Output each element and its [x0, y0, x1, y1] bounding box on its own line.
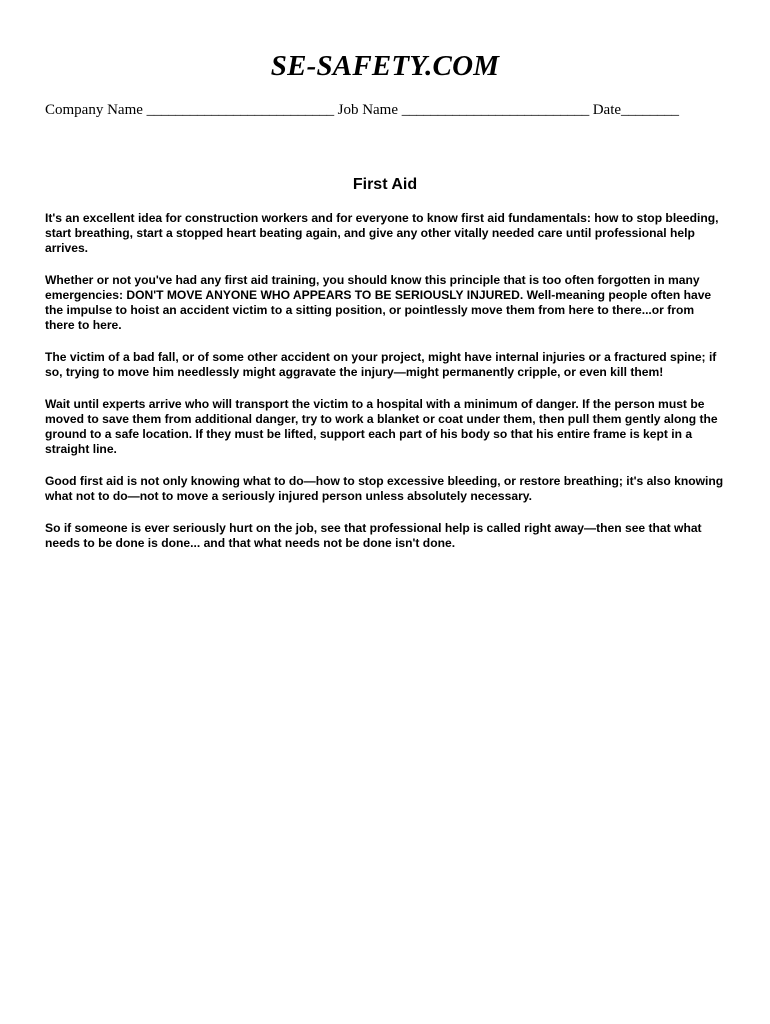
document-body [45, 211, 727, 568]
job-name-label: Job Name [337, 102, 399, 118]
paragraph-intro: It's an excellent idea for construction workers and for everyone to know first aid fundamentals: how to stop bleeding, start breathing, start a stopped heart beating again, and give any other vitally needed care until professional help arrives. [45, 211, 719, 255]
site-title: SE-SAFETY.COM [270, 50, 500, 82]
date-blank: ________ [621, 102, 679, 118]
date-label: Date [592, 102, 622, 118]
document-heading: First Aid [352, 176, 418, 193]
job-name-blank: __________________________ [401, 102, 589, 118]
paragraph-internal-injuries: The victim of a bad fall, or of some other accident on your project, might have internal injuries or a fractured spine; if so, trying to move him needlessly might aggravate the injury—might permanently cripple, or even kill them! [45, 350, 717, 379]
paragraph-dont-move: Whether or not you've had any first aid training, you should know this principle that is too often forgotten in many emergencies: DON'T MOVE ANYONE WHO APPEARS TO BE SERIOUSLY INJURED. Well-meaning people often have the impulse to hoist an accident victim to a sitting position, or pointlessly move them from here to there...or from there to here. [45, 273, 712, 332]
company-name-blank: __________________________ [146, 102, 334, 118]
paragraph-good-first-aid: Good first aid is not only knowing what to do—how to stop excessive bleeding, or restore breathing; it's also knowing what not to do—not to move a seriously injured person unless absolutely necessary. [45, 474, 724, 503]
form-info-line [45, 100, 735, 120]
company-name-label: Company Name [45, 102, 143, 118]
paragraph-wait-for-experts: Wait until experts arrive who will transport the victim to a hospital with a minimum of danger. If the person must be moved to save them from additional danger, try to work a blanket or coat under them, then pull them gently along the ground to a safe location. If they must be lifted, support each part of his body so that his entire frame is kept in a straight line. [45, 397, 718, 456]
paragraph-call-help: So if someone is ever seriously hurt on the job, see that professional help is called right away—then see that what needs to be done is done... and that what needs not be done isn't done. [45, 521, 702, 550]
